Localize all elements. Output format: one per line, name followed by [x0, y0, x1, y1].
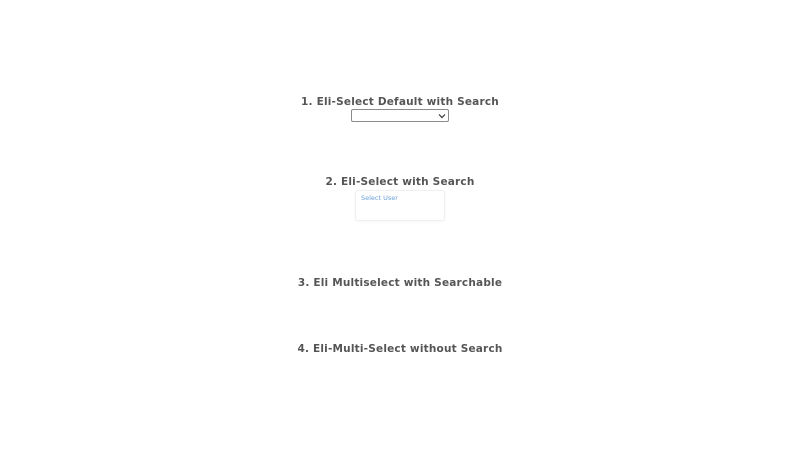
section-title-multiselect-no-search: 4. Eli-Multi-Select without Search — [297, 343, 503, 355]
chevron-down-icon — [438, 112, 446, 120]
section-title-select-with-search: 2. Eli-Select with Search — [325, 176, 475, 188]
section-title-default-select: 1. Eli-Select Default with Search — [301, 96, 499, 108]
select-user-dropdown[interactable] — [355, 190, 445, 221]
select-user-placeholder: Select User — [361, 194, 398, 202]
default-search-select[interactable] — [351, 109, 449, 122]
section-title-multiselect-searchable: 3. Eli Multiselect with Searchable — [297, 277, 503, 289]
